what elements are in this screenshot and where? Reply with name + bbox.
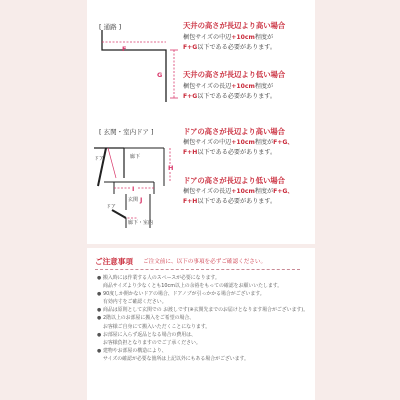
list-item: ● 搬入時には作業する人のスペースが必要になります。 商品サイズより少なくとも10cm以上の余裕をもっての確認をお願いいたします。 — [97, 275, 283, 290]
label-f: F — [122, 45, 127, 53]
list-item: ● 90度しか開かないドアの場合、ドアノブが引っかかる場合がございます。 有効内寸をご確認ください。 — [97, 291, 265, 306]
label-hallway-top: 廊下 — [130, 154, 141, 160]
label-door-top: ドア — [94, 156, 104, 162]
list-item: ● お部屋に入らず返品となる場合の費用は、 お客様負担となりますのでご了承ください。 — [97, 331, 201, 346]
label-h: H — [168, 164, 174, 172]
label-entrance: 玄関 — [128, 197, 139, 203]
passage-case2-heading: 天井の高さが長辺より低い場合 — [183, 70, 286, 79]
passage-case2-text: 梱包サイズの長辺+10cm程度が F+G以下である必要があります。 — [183, 83, 277, 100]
door-case1-text: 梱包サイズの中辺+10cm程度がF+G、 F+H以下である必要があります。 — [183, 139, 294, 156]
door-section-title: [ 玄関・室内ドア ] — [99, 128, 154, 136]
passage-section-title: [ 通路 ] — [99, 23, 122, 31]
door-case2-text: 梱包サイズの長辺+10cm程度がF+G、 F+H以下である必要があります。 — [183, 188, 294, 205]
notice-subtitle: ご注文前に、以下の事項を必ずご確認ください。 — [143, 259, 267, 265]
list-item: ● 建物やお部屋の構造により、 サイズの確認が必要な箇所は上記以外にもある場合がございます。 — [97, 347, 249, 362]
notice-list — [97, 274, 307, 363]
label-j: J — [140, 196, 143, 204]
door-case1-heading: ドアの高さが長辺より高い場合 — [183, 127, 285, 136]
label-door-bottom: ドア — [106, 204, 116, 210]
notice-header — [95, 256, 300, 270]
list-item: ● 2階以上のお部屋に搬入をご希望の場合、 お客様ご自身にて搬入いただくことになります。 — [97, 315, 211, 330]
door-case2-heading: ドアの高さが長辺より低い場合 — [183, 176, 285, 185]
passage-case1-heading: 天井の高さが長辺より高い場合 — [183, 21, 286, 30]
label-hallway-room: 廊下・室内 — [128, 220, 154, 226]
notice-tag: ご注意事項 — [95, 257, 133, 266]
passage-diagram — [96, 30, 186, 110]
door-diagram — [94, 138, 184, 238]
list-item: ● 商品は原則として玄関での お渡しです(※玄関先までのお届けとなります場合がございます)。 — [97, 307, 309, 314]
label-g: G — [157, 71, 163, 79]
label-i: I — [132, 185, 135, 193]
passage-case1-text: 梱包サイズの中辺+10cm程度が F+G以下である必要があります。 — [183, 34, 277, 51]
